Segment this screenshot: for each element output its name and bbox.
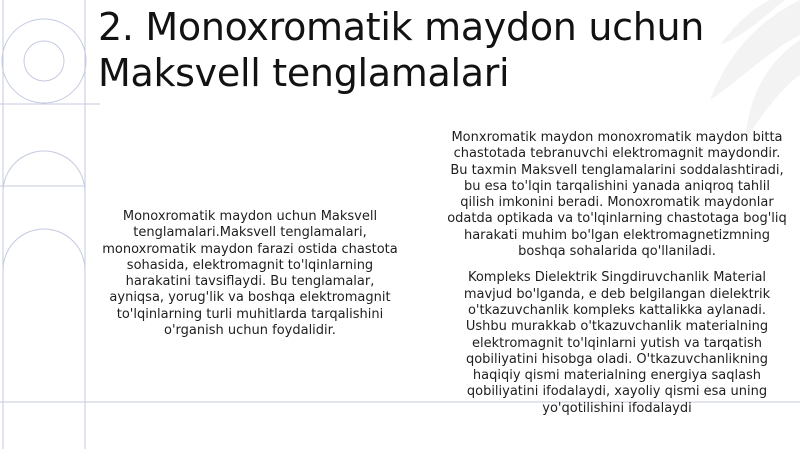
right-paragraph-1: Monxromatik maydon monoxromatik maydon bitta chastotada tebranuvchi elektromagnit maydondir. Bu taxmin Maksvell tenglamalarini soddalashtiradi, bu esa to'lqin tarqalishini yanada aniqroq tahlil qilish imkonini beradi. Monoxromatik maydonlar odatda optikada va to'lqinlarning chastotaga bog'liq harakati muhim bo'lgan elektromagnetizmning boshqa sohalarida qo'llaniladi. [447,130,787,260]
deco-circle-outer [2,19,86,103]
right-text-column [446,130,788,427]
deco-arch-lower [3,229,85,449]
slide-title [98,4,798,96]
deco-arch-upper [3,151,85,270]
right-paragraph-2: Kompleks Dielektrik Singdiruvchanlik Material mavjud bo'lganda, e deb belgilangan dielektrik o'tkazuvchanlik kompleks kattalikka aylanadi. Ushbu murakkab o'tkazuvchanlik materialning elektromagnit to'lqinlarni yutish va tarqatish qobiliyatini hisobga oladi. O'tkazuvchanlikning haqiqiy qismi materialning energiya saqlash qobiliyatini ifodalaydi, xayoliy qismi esa uning yo'qotilishini ifodalaydi [463,270,771,416]
slide-title-line-1: 2. Monoxromatik maydon uchun [98,5,705,49]
slide-title-line-2: Maksvell tenglamalari [98,51,510,95]
deco-circle-inner [24,41,64,81]
left-paragraph: Monoxromatik maydon uchun Maksvell tenglamalari.Maksvell tenglamalari, monoxromatik maydon farazi ostida chastota sohasida, elektromagnit to'lqinlarning harakatini tavsiflaydi. Bu tenglamalar, ayniqsa, yorug'lik va boshqa elektromagnit to'lqinlarning turli muhitlarda tarqalishini o'rganish uchun foydalidir. [102,209,398,339]
